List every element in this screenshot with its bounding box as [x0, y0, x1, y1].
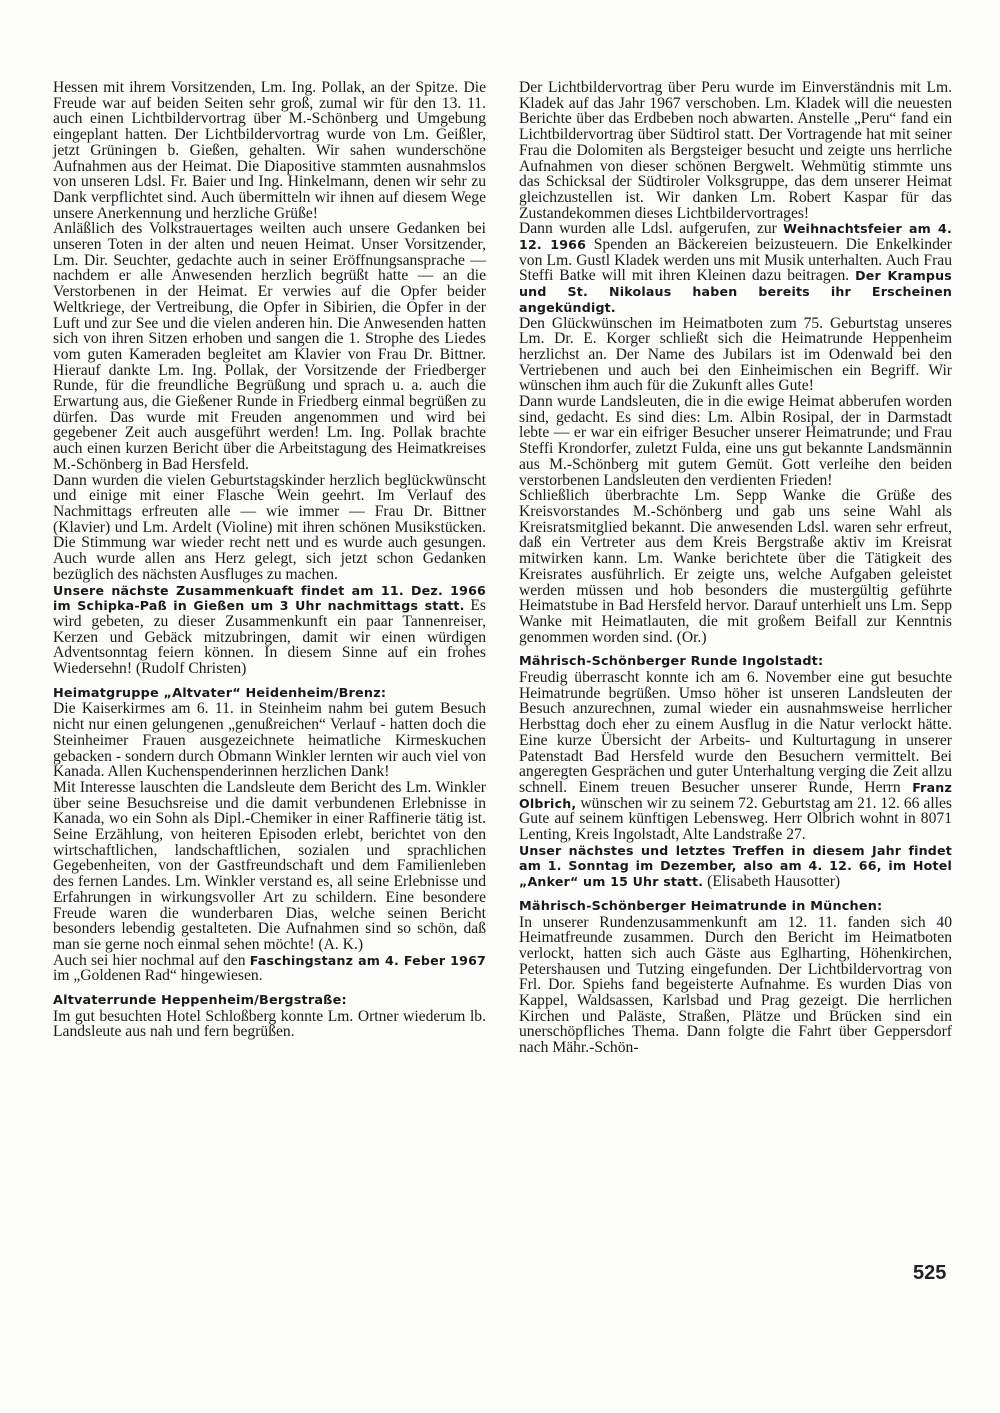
- paragraph-geburtstagskinder: Dann wurden die vielen Geburtstagskinder herzlich beglückwünscht und einige mit einer Flasche Wein geehrt. Im Verlauf des Nachmittags erfreuten alle — wie immer — Frau Dr. Bittner (Klavier) und Lm. Ardelt (Violine) mit ihren schönen Musikstücken. Die Stimmung war wieder recht nett und es wurde auch gesungen. Auch wurde allen ans Herz gelegt, sich jetzt schon Gedanken bezüglich des nächsten Ausfluges zu machen.: [53, 471, 486, 583]
- heading-muenchen: Mährisch-Schönberger Heimatrunde in München:: [519, 898, 883, 914]
- ingolstadt-post: wünschen wir zu seinem 72. Geburtstag am 21. 12. 66 alles Gute auf seinem künftigen Lebensweg. Herr Olbrich wohnt in 8071 Lenting, Kreis Ingolstadt, Alte Landstraße 27.: [519, 794, 952, 844]
- olbrich-bold: Franz Olbrich,: [519, 779, 952, 811]
- ingolstadt-announce-bold: Unser nächstes und letztes Treffen in diesem Jahr findet am 1. Sonntag im Dezember, also am 4. 12. 66, im Hotel „Anker“ um 15 Uhr statt.: [519, 842, 952, 890]
- paragraph-kaiserkirmes: Die Kaiserkirmes am 6. 11. in Steinheim nahm bei gutem Besuch nicht nur einen gelungenen „genußreichen“ Verlauf - hatten doch die Steinheimer Frauen ausgezeichnete heimatliche Kirmeskuchen gebacken - sondern durch Obmann Winkler lernten wir auch viel von Kanada. Allen Kuchenspenderinnen herzlichen Dank!: [53, 700, 486, 781]
- heading-heppenheim: Altvaterrunde Heppenheim/Bergstraße:: [53, 993, 347, 1009]
- paragraph-korger: Den Glückwünschen im Heimatboten zum 75. Geburtstag unseres Lm. Dr. E. Korger schließt sich die Heimatrunde Heppenheim herzlichst an. Der Name des Jubilars ist im Odenwald bei den Vertriebenen und auch bei den Einheimischen ein Begriff. Wir wünschen ihm auch für die Zukunft alles Gute!: [519, 314, 952, 395]
- weihnacht-mid: Spenden an Bäckereien beizusteuern. Die Enkelkinder von Lm. Gustl Kladek werden uns mit Musik unterhalten. Auch Frau Steffi Batke will mit ihren Kleinen dazu beitragen.: [519, 236, 952, 285]
- paragraph-gedenken: Dann wurde Landsleuten, die in die ewige Heimat abberufen worden sind, gedacht. Es sind dies: Lm. Albin Rosipal, der in Darmstadt lebte — er war ein eifriger Besucher unserer Heimatrunde; und Frau Steffi Krondorfer, zuletzt Fulda, eine uns gut bekannte Landsmännin aus M.-Schönberg mit gutem Gemüt. Gott verleihe den beiden verstorbenen Landsleuten den verdienten Frieden!: [519, 393, 952, 489]
- paragraph-peru: Der Lichtbildervortrag über Peru wurde im Einverständnis mit Lm. Kladek auf das Jahr 1967 verschoben. Lm. Kladek will die neuesten Berichte über das Erdbeben noch abwarten. Anstelle „Peru“ fand ein Lichtbildervortrag über Südtirol statt. Der Vortragende hat mit seiner Frau die Dolomiten als Bergsteiger besucht und zeigte uns herrliche Aufnahmen von dieser schönen Bergwelt. Wehmütig stimmte uns das Schicksal der Südtiroler Volksgruppe, das dem unserer Heimat gleichzustellen ist. Wir danken Lm. Robert Kaspar für das Zustandekommen dieses Lichtbildervortrages!: [519, 79, 952, 222]
- paragraph-weihnachtsfeier: [519, 221, 952, 315]
- paragraph-ingolstadt-announcement: [519, 843, 952, 890]
- fasching-pre: Auch sei hier nochmal auf den: [53, 951, 250, 969]
- heading-heidenheim: Heimatgruppe „Altvater“ Heidenheim/Brenz:: [53, 685, 387, 701]
- announcement-rest: Es wird gebeten, zu dieser Zusammenkunft ein paar Tannenreiser, Kerzen und Gebäck mitzubringen, damit wir einen würdigen Adventsonntag feiern können. In diesem Sinne auf ein frohes Wiedersehn! (Rudolf Christen): [53, 597, 486, 678]
- right-column: [519, 80, 952, 1056]
- weihnacht-bold: Weihnachtsfeier am 4. 12. 1966: [519, 221, 952, 253]
- paragraph-muenchen: In unserer Rundenzusammenkunft am 12. 11. fanden sich 40 Heimatfreunde zusammen. Durch den Bericht im Heimatboten verlockt, hatten sich auch Gäste aus Eglharting, Höhenkirchen, Petershausen und Tutzing eingefunden. Der Lichtbildervortrag von Frl. Dor. Spiehs fand begeisterte Aufnahme. Es wurden Dias von Kappel, Waldsassen, Karlsbad und Prag gezeigt. Die herrlichen Kirchen und Paläste, Straßen, Plätze und Brücken sind ein unerschöpfliches Thema. Dann folgte die Fahrt über Geppersdorf nach Mähr.-Schön-: [519, 913, 952, 1057]
- krampus-bold: Der Krampus und St. Nikolaus haben bereits ihr Erscheinen angekündigt.: [519, 268, 952, 315]
- fasching-post: im „Goldenen Rad“ hingewiesen.: [53, 967, 263, 985]
- paragraph-wanke: Schließlich überbrachte Lm. Sepp Wanke die Grüße des Kreisvorstandes M.-Schönberg und gab uns seine Wahl als Kreisratsmitglied bekannt. Die anwesenden Ldsl. waren sehr erfreut, daß ein Vertreter aus dem Kreis Bergstraße aktiv im Kreisrat mitwirken kann. Lm. Wanke berichtete über die Tätigkeit des Kreisrates ausführlich. Er zeigte uns, welche Aufgaben geleistet werden müssen und hob besonders die mustergültig geführte Heimatstube in Bad Hersfeld hervor. Darauf unterhielt uns Lm. Sepp Wanke mit Heimatlauten, die mit großem Beifall zur Kenntnis genommen worden sind. (Or.): [519, 487, 952, 646]
- announcement-bold: Unsere nächste Zusammenkuaft findet am 11. Dez. 1966 im Schipka-Paß in Gießen um 3 Uhr nachmittags statt.: [53, 582, 486, 614]
- left-column: [53, 80, 486, 1040]
- ingolstadt-pre: Freudig überrascht konnte ich am 6. November eine gut besuchte Heimatrunde begrüßen. Umso höher ist unseren Landsleuten der Besuch anzurechnen, zumal wieder ein ausnahmsweise herrlicher Herbsttag doch eher zu einem Ausflug in die Natur verlockt hätte. Eine kurze Übersicht der Arbeits- und Kulturtagung in unserer Patenstadt Bad Hersfeld wurde den Besuchern vermittelt. Bei angeregten Gesprächen und guter Unterhaltung verging die Zeit allzu schnell. Einem treuen Besucher unserer Runde, Herrn: [519, 669, 952, 796]
- paragraph-ingolstadt: [519, 670, 952, 843]
- paragraph-volkstrauertag: Anläßlich des Volkstrauertages weilten auch unsere Gedanken bei unseren Toten in der alten und neuen Heimat. Unser Vorsitzender, Lm. Dir. Seuchter, gedachte auch in seiner Eröffnungsansprache — nachdem er alle Anwesenden herzlich begrüßt hatte — an die Verstorbenen in der Heimat. Er verwies auf die Opfer beider Weltkriege, der Vertreibung, die Opfer in Sibirien, die Opfer in der Luft und zur See und die vielen anderen hin. Die Anwesenden hatten sich von ihren Sitzen erhoben und sangen die 1. Strophe des Liedes vom guten Kameraden begleitet am Klavier von Frau Dr. Bittner. Hierauf dankte Lm. Ing. Pollak, der Vorsitzende der Friedberger Runde, für die freundliche Begrüßung und sprach u. a. auch die Erwartung aus, die Gießener Runde in Friedberg einmal begrüßen zu dürfen. Das wurde mit Freuden angenommen und wird bei gegebener Zeit auch ausgeführt werden! Lm. Ing. Pollak brachte auch einen kurzen Bericht über die Arbeitstagung des Heimatkreises M.-Schönberg in Bad Hersfeld.: [53, 220, 486, 473]
- paragraph-winkler-bericht: Mit Interesse lauschten die Landsleute dem Bericht des Lm. Winkler über seine Besuchsreise und die damit verbundenen Erlebnisse in Kanada, wo ein Sohn als Dipl.-Chemiker in einer Raffinerie tätig ist. Seine Erzählung, von heiteren Episoden erlebt, berichtet von den wirtschaftlichen, landschaftlichen, sozialen und sprachlichen Gegebenheiten, von der Gastfreundschaft und dem Familienleben des fernen Landes. Lm. Winkler verstand es, all seine Erlebnisse und Erfahrungen in wirkungsvoller Art zu schildern. Eine besondere Freude waren die wunderbaren Dias, welche seinen Bericht besonders lebendig gestalteten. Die Aufnahmen sind so schön, daß man sie gerne noch einmal sehen möchte! (A. K.): [53, 778, 486, 953]
- paragraph-giessen-intro: Hessen mit ihrem Vorsitzenden, Lm. Ing. Pollak, an der Spitze. Die Freude war auf beiden Seiten sehr groß, zumal wir für den 13. 11. auch einen Lichtbildervortrag über M.-Schönberg und Umgebung eingeplant hatten. Der Lichtbildervortrag wurde von Lm. Geißler, jetzt Grüningen b. Gießen, gehalten. Wir sahen wunderschöne Aufnahmen aus der Heimat. Die Diapositive stammten ausnahmslos von unseren Ldsl. Fr. Baier und Ing. Hinkelmann, denen wir sehr zu Dank verpflichtet sind. Auch übermitteln wir ihnen auf diesem Wege unsere Anerkennung und herzliche Grüße!: [53, 79, 486, 222]
- ingolstadt-announce-post: (Elisabeth Hausotter): [703, 873, 841, 891]
- page-number: 525: [913, 1262, 947, 1284]
- paragraph-announcement: [53, 583, 486, 677]
- heading-ingolstadt: Mährisch-Schönberger Runde Ingolstadt:: [519, 654, 824, 670]
- paragraph-heppenheim: Im gut besuchten Hotel Schloßberg konnte Lm. Ortner wiederum lb. Landsleute aus nah und fern begrüßen.: [53, 1007, 486, 1041]
- weihnacht-pre: Dann wurden alle Ldsl. aufgerufen, zur: [519, 220, 784, 238]
- fasching-bold: Faschingstanz am 4. Feber 1967: [249, 952, 486, 968]
- paragraph-faschingstanz: [53, 953, 486, 984]
